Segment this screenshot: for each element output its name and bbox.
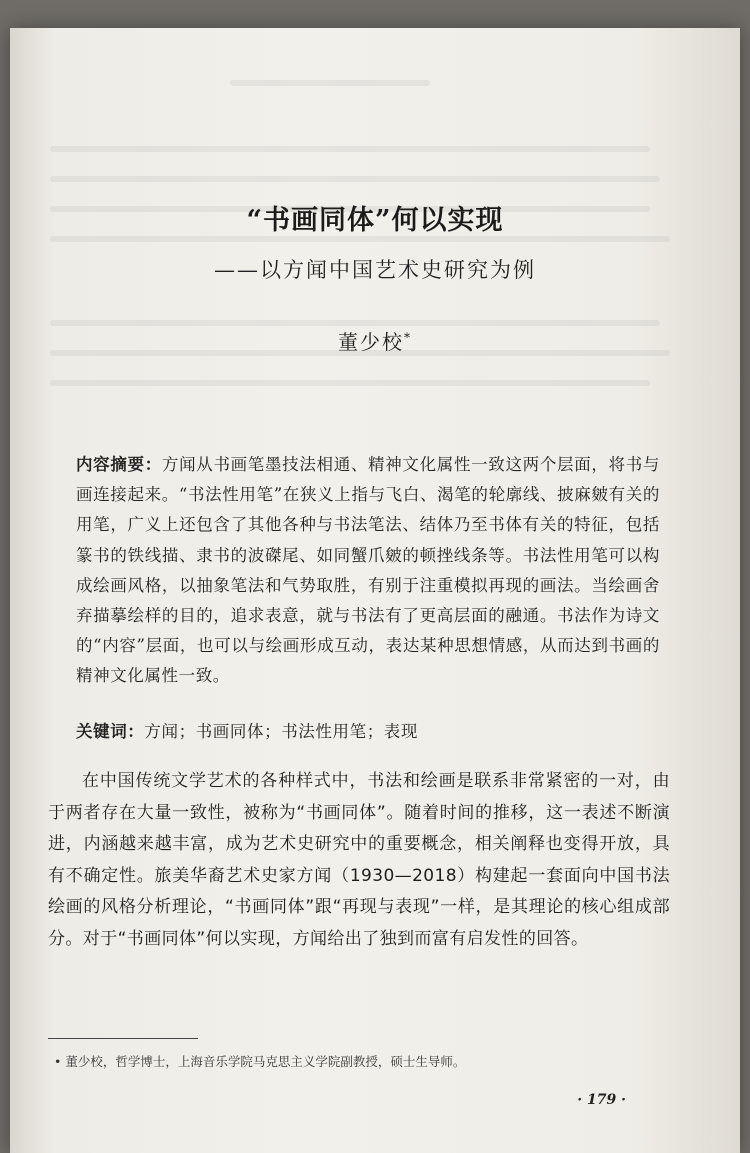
article-subtitle: ——以方闻中国艺术史研究为例 [214,258,536,282]
book-page [10,28,740,1153]
footnote-divider [48,1038,198,1039]
show-through-line [50,146,650,152]
author-name: 董少校 [338,330,404,354]
show-through-line [50,380,650,386]
keywords-label: 关键词： [76,722,145,741]
page-number: · 179 · [577,1092,626,1108]
author-line [10,326,740,355]
abstract-text: 方闻从书画笔墨技法相通、精神文化属性一致这两个层面，将书与画连接起来。“书法性用笔”在狭义上指与飞白、渴笔的轮廓线、披麻皴有关的用笔，广义上还包含了其他各种与书法笔法、结体乃至书体有关的特征，包括篆书的铁线描、隶书的波磔尾、如同蟹爪皴的顿挫线条等。书法性用笔可以构成绘画风格，以抽象笔法和气势取胜，有别于注重模拟再现的画法。当绘画舍弃描摹绘样的目的，追求表意，就与书法有了更高层面的融通。书法作为诗文的“内容”层面，也可以与绘画形成互动，表达某种思想情感，从而达到书画的精神文化属性一致。 [76,455,661,686]
abstract-label: 内容摘要： [76,455,162,474]
body-paragraph: 在中国传统文学艺术的各种样式中，书法和绘画是联系非常紧密的一对，由于两者存在大量一致性，被称为“书画同体”。随着时间的推移，这一表述不断演进，内涵越来越丰富，成为艺术史研究中的重要概念，相关阐释也变得开放，具有不确定性。旅美华裔艺术史家方闻（1930—2018）构建起一套面向中国书法绘画的风格分析理论，“书画同体”跟“再现与表现”一样，是其理论的核心组成部分。对于“书画同体”何以实现，方闻给出了独到而富有启发性的回答。 [48,771,670,949]
show-through-line [230,80,430,86]
author-footnote-mark: * [404,330,412,345]
abstract [76,450,660,692]
show-through-line [50,176,660,182]
article-title: “书画同体”何以实现 [246,205,504,236]
keywords [76,718,676,742]
author-footnote: • 董少校，哲学博士，上海音乐学院马克思主义学院副教授，硕士生导师。 [54,1054,466,1069]
keywords-text: 方闻；书画同体；书法性用笔；表现 [144,722,419,741]
